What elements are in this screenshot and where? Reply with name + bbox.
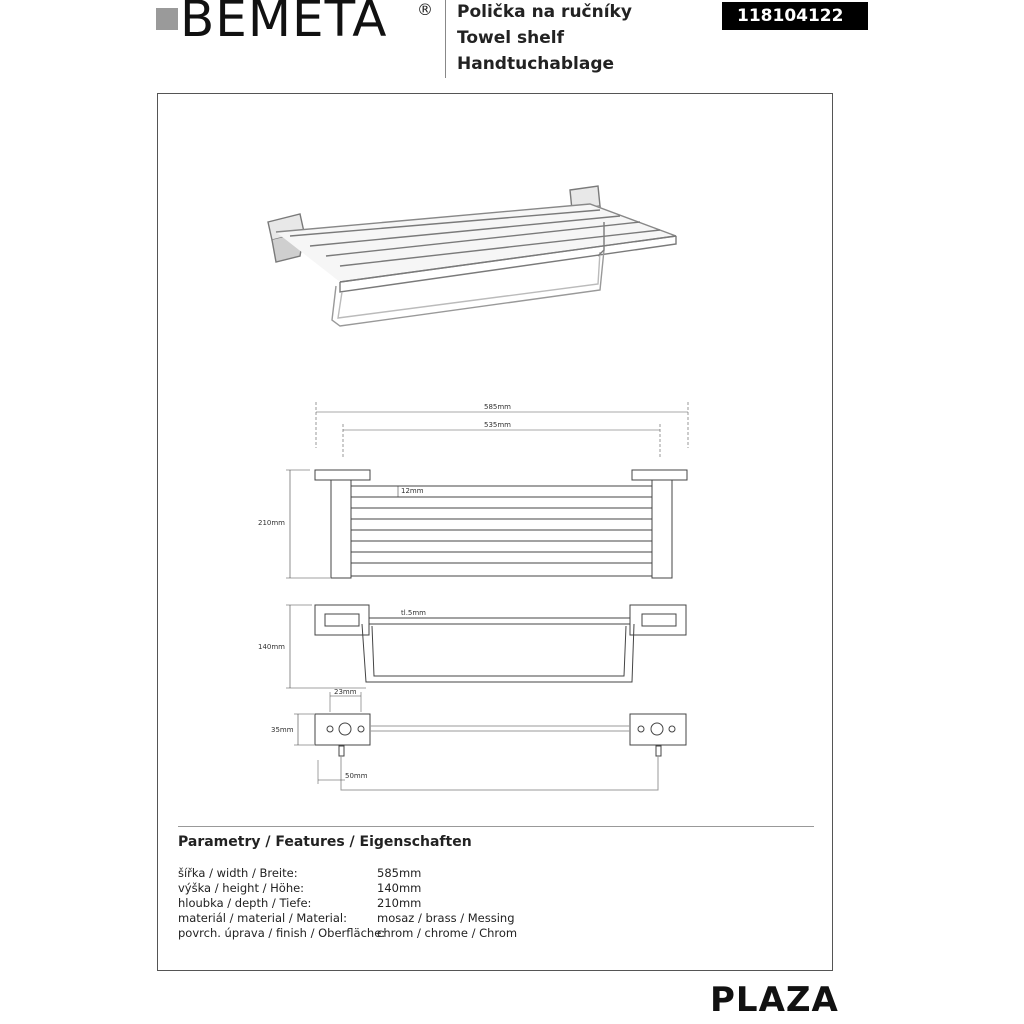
spec-label-material: materiál / material / Material: (178, 911, 347, 925)
label-width-overall: 585mm (484, 403, 511, 411)
label-bar-spacing: 12mm (401, 487, 424, 495)
title-german: Handtuchablage (457, 54, 615, 74)
product-photo (268, 186, 676, 326)
label-bracket-width: 23mm (334, 688, 357, 696)
label-bracket-offset: 50mm (345, 772, 368, 780)
spec-value-height: 140mm (377, 881, 422, 895)
label-tube: tl.5mm (401, 609, 427, 617)
registered-mark: ® (417, 0, 433, 19)
spec-label-depth: hloubka / depth / Tiefe: (178, 896, 312, 910)
spec-value-finish: chrom / chrome / Chrom (377, 926, 518, 940)
brand-logo: BEMETA (180, 0, 388, 48)
side-view (286, 605, 686, 688)
label-height: 140mm (258, 643, 285, 651)
features-heading: Parametry / Features / Eigenschaften (178, 834, 472, 850)
top-view (286, 470, 687, 578)
spec-label-height: výška / height / Höhe: (178, 881, 305, 895)
label-depth: 210mm (258, 519, 285, 527)
product-code-badge: 118104122 (722, 2, 868, 30)
title-english: Towel shelf (457, 28, 564, 48)
spec-value-material: mosaz / brass / Messing (377, 911, 515, 925)
product-line-name: PLAZA (710, 980, 839, 1020)
spec-label-finish: povrch. úprava / finish / Oberfläche: (178, 926, 386, 940)
title-czech: Polička na ručníky (457, 2, 632, 22)
features-divider (178, 826, 814, 827)
spec-value-width: 585mm (377, 866, 422, 880)
label-bracket-height: 35mm (271, 726, 294, 734)
spec-value-depth: 210mm (377, 896, 422, 910)
spec-label-width: šířka / width / Breite: (178, 866, 298, 880)
label-width-mounting: 535mm (484, 421, 511, 429)
